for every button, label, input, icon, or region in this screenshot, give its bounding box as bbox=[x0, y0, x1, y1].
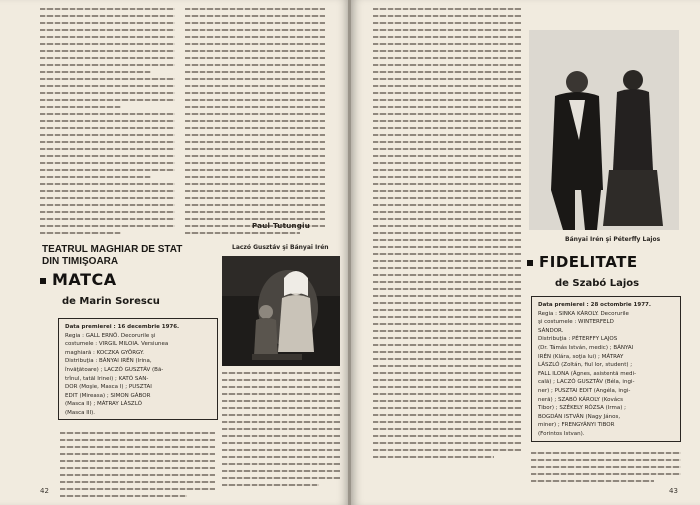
theatre-heading-line1: TEATRUL MAGHIAR DE STAT bbox=[42, 244, 183, 255]
play-title-fidelitate bbox=[527, 253, 638, 271]
stage-photo-fidelitate bbox=[529, 30, 679, 230]
stage-photo-image bbox=[222, 256, 340, 366]
article-text-column-right-page bbox=[373, 8, 521, 463]
credits-line: ner) ; PUSZTAI EDIT (Angéla, ingi- bbox=[538, 387, 631, 394]
article-text-column-right bbox=[185, 8, 325, 239]
credits-line: trînul, tatăl Irinei) ; KATÓ SAN- bbox=[65, 375, 149, 382]
bullet-square-icon bbox=[527, 260, 533, 266]
credits-line: EDIT (Mireasa) ; SIMON GÁBOR bbox=[65, 392, 151, 399]
play-author-szabo: de Szabó Lajos bbox=[555, 278, 640, 289]
credits-line: miner) ; FRENGYÁNYI TIBOR bbox=[538, 422, 615, 429]
credits-line: şi costumele : WINTERFELD bbox=[538, 319, 614, 326]
credits-line: BOGDÁN ISTVÁN (Nagy János, bbox=[538, 413, 621, 420]
article-text-column-left bbox=[40, 8, 175, 239]
stage-photo-image bbox=[529, 30, 679, 230]
credits-line: (Masca II) ; MÁTRAY LÁSZLÓ bbox=[65, 401, 142, 408]
article-signature: Paul Tutungiu bbox=[252, 222, 311, 230]
credits-line: IRÉN (Klára, soţia lui) ; MÁTRAY bbox=[538, 353, 624, 360]
credits-line: (Forintos Istvan). bbox=[538, 430, 585, 437]
credits-line: cală) ; LACZÓ GUSZTÁV (Béla, ingi- bbox=[538, 379, 635, 386]
credits-line: DOR (Moşie, Masca I) ; PUSZTAI bbox=[65, 384, 152, 391]
credits-line: FALL ILONA (Ágnes, asistentă medi- bbox=[538, 370, 637, 377]
photo-caption-right: Bányai Irén şi Péterffy Lajos bbox=[565, 236, 661, 243]
page-number-right: 43 bbox=[669, 487, 678, 495]
article-text-bottom-right-page bbox=[531, 452, 681, 487]
page-number-left: 42 bbox=[40, 487, 49, 495]
theatre-heading-line2: DIN TIMIŞOARA bbox=[42, 256, 119, 267]
right-page bbox=[351, 0, 700, 505]
credits-line: neră) ; SZABÓ KÁROLY (Kovács bbox=[538, 396, 623, 403]
credits-line: Distribuţia : PÉTERFFY LAJOS bbox=[538, 336, 618, 343]
credits-line: Distribuţia : BÁNYAI IRÉN (Irina, bbox=[65, 358, 152, 365]
play-title-matca bbox=[40, 270, 117, 289]
credits-line: LÁSZLÓ (Zoltán, fiul lor, student) ; bbox=[538, 362, 633, 369]
credits-line: SÁNDOR. bbox=[538, 327, 564, 334]
credits-line: Tibor) ; SZÉKELY RÓZSA (Irma) ; bbox=[538, 405, 627, 412]
credits-line: (Dr. Támás István, medic) ; BÁNYAI bbox=[538, 344, 634, 351]
credits-line: maghiară : KOCZKA GYÖRGY. bbox=[65, 349, 145, 356]
theatre-heading bbox=[42, 244, 182, 268]
article-text-bottom-left bbox=[60, 432, 215, 502]
credits-line: (Masca III). bbox=[65, 409, 96, 416]
left-page bbox=[0, 0, 349, 505]
play-title-text: MATCA bbox=[52, 270, 117, 289]
credits-line: Data premierei : 28 octombrie 1977. bbox=[538, 302, 651, 308]
article-text-bottom-right bbox=[222, 372, 340, 491]
credits-line: Regia : GALL ERNŐ. Decorurile şi bbox=[65, 332, 156, 339]
credits-line: costumele : VIRGIL MILOIA. Versiunea bbox=[65, 341, 169, 348]
bullet-square-icon bbox=[40, 278, 46, 284]
credits-box-matca bbox=[58, 318, 218, 420]
credits-box-fidelitate bbox=[531, 296, 681, 442]
credits-line: Data premierei : 16 decembrie 1976. bbox=[65, 324, 180, 330]
credits-line: învăţătoare) ; LACZÓ GUSZTÁV (Bă- bbox=[65, 366, 164, 373]
photo-caption-left: Laczó Gusztáv şi Bányai Irén bbox=[232, 244, 329, 251]
stage-photo-matca bbox=[222, 256, 340, 366]
play-title-text: FIDELITATE bbox=[539, 253, 638, 271]
credits-line: Regia : SINKA KÁROLY. Decorurile bbox=[538, 310, 629, 317]
play-author-sorescu: de Marin Sorescu bbox=[62, 296, 160, 307]
